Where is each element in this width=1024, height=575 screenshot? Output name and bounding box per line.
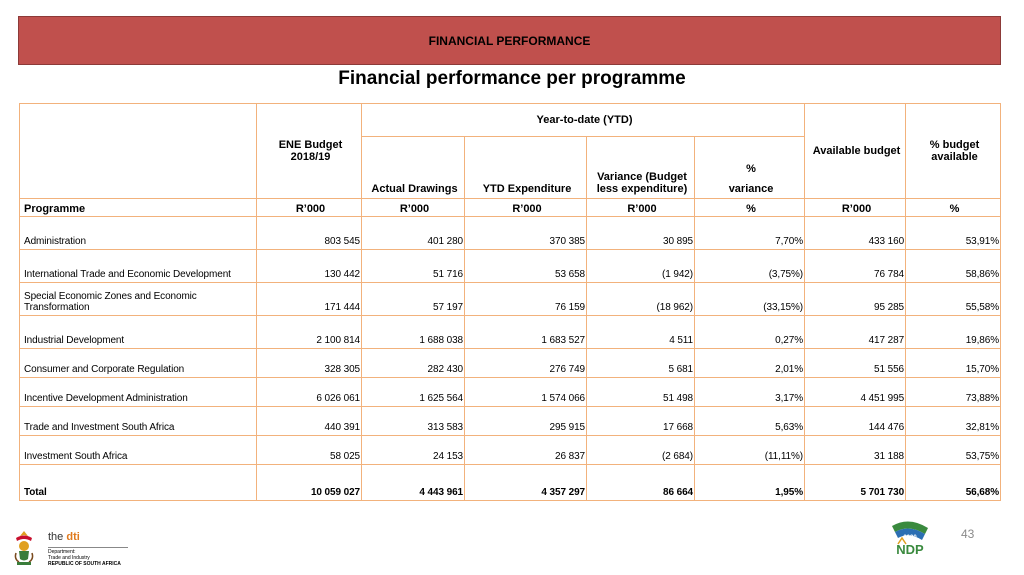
value-cell: 2 100 814: [257, 316, 362, 349]
value-cell: 3,17%: [695, 378, 805, 407]
table-row: [20, 349, 1001, 378]
table-row: [20, 436, 1001, 465]
value-cell: 401 280: [362, 217, 465, 250]
col-pct-variance: [695, 137, 805, 199]
svg-text:NDP: NDP: [896, 542, 924, 557]
value-cell: 4 511: [587, 316, 695, 349]
section-banner: [18, 16, 1001, 65]
col-actual-drawings: Actual Drawings: [362, 137, 465, 199]
unit-cell: R’000: [362, 199, 465, 217]
table-row: [20, 283, 1001, 316]
col-programme: Programme: [20, 199, 257, 217]
value-cell: 282 430: [362, 349, 465, 378]
value-cell: 57 197: [362, 283, 465, 316]
col-ytd-expenditure: YTD Expenditure: [465, 137, 587, 199]
value-cell: 86 664: [587, 465, 695, 501]
svg-text:2030: 2030: [903, 535, 917, 541]
dti-logo: [8, 527, 128, 571]
value-cell: 24 153: [362, 436, 465, 465]
banner-title: FINANCIAL PERFORMANCE: [428, 33, 591, 48]
programme-cell: International Trade and Economic Development: [20, 250, 257, 283]
value-cell: 53 658: [465, 250, 587, 283]
value-cell: 31 188: [805, 436, 906, 465]
value-cell: 73,88%: [906, 378, 1001, 407]
value-cell: (2 684): [587, 436, 695, 465]
value-cell: 6 026 061: [257, 378, 362, 407]
value-cell: (3,75%): [695, 250, 805, 283]
page-number: 43: [961, 527, 975, 541]
value-cell: 15,70%: [906, 349, 1001, 378]
total-row: [20, 465, 1001, 501]
dti-department-text: Department: Trade and Industry REPUBLIC OF SOUTH AFRICA: [48, 549, 121, 567]
coat-of-arms-icon: [11, 529, 37, 567]
pct-variance-symbol: %: [746, 163, 756, 175]
value-cell: 5 681: [587, 349, 695, 378]
value-cell: 51 498: [587, 378, 695, 407]
value-cell: 276 749: [465, 349, 587, 378]
value-cell: 1 688 038: [362, 316, 465, 349]
table-body: [20, 217, 1001, 501]
value-cell: (18 962): [587, 283, 695, 316]
value-cell: 0,27%: [695, 316, 805, 349]
value-cell: 10 059 027: [257, 465, 362, 501]
table-row: [20, 378, 1001, 407]
programme-cell: Consumer and Corporate Regulation: [20, 349, 257, 378]
value-cell: 4 451 995: [805, 378, 906, 407]
unit-cell: R’000: [805, 199, 906, 217]
value-cell: 4 357 297: [465, 465, 587, 501]
value-cell: 19,86%: [906, 316, 1001, 349]
logo-divider: [48, 547, 128, 548]
value-cell: 76 159: [465, 283, 587, 316]
table-row: [20, 316, 1001, 349]
programme-cell: Industrial Development: [20, 316, 257, 349]
pct-variance-word: variance: [728, 183, 774, 195]
unit-cell: R’000: [465, 199, 587, 217]
value-cell: (1 942): [587, 250, 695, 283]
value-cell: 144 476: [805, 407, 906, 436]
value-cell: 55,58%: [906, 283, 1001, 316]
value-cell: 76 784: [805, 250, 906, 283]
value-cell: 1 574 066: [465, 378, 587, 407]
programme-cell: Administration: [20, 217, 257, 250]
value-cell: 1 625 564: [362, 378, 465, 407]
value-cell: 56,68%: [906, 465, 1001, 501]
value-cell: 370 385: [465, 217, 587, 250]
ndp-2030-logo: [889, 518, 931, 558]
programme-cell: Special Economic Zones and Economic Transformation: [20, 283, 257, 316]
programme-cell: Total: [20, 465, 257, 501]
value-cell: 2,01%: [695, 349, 805, 378]
dti-wordmark: the dti: [48, 531, 80, 543]
value-cell: 17 668: [587, 407, 695, 436]
value-cell: 5,63%: [695, 407, 805, 436]
page-title: Financial performance per programme: [338, 68, 686, 89]
value-cell: 4 443 961: [362, 465, 465, 501]
value-cell: (11,11%): [695, 436, 805, 465]
value-cell: 51 556: [805, 349, 906, 378]
value-cell: 328 305: [257, 349, 362, 378]
unit-cell: R’000: [587, 199, 695, 217]
financial-performance-table: [19, 103, 1001, 501]
value-cell: 440 391: [257, 407, 362, 436]
value-cell: 58 025: [257, 436, 362, 465]
value-cell: 58,86%: [906, 250, 1001, 283]
table-row: [20, 250, 1001, 283]
value-cell: 130 442: [257, 250, 362, 283]
value-cell: 313 583: [362, 407, 465, 436]
unit-cell: %: [695, 199, 805, 217]
col-ene-budget: ENE Budget 2018/19: [257, 104, 362, 199]
value-cell: 95 285: [805, 283, 906, 316]
unit-cell: R’000: [257, 199, 362, 217]
unit-cell: %: [906, 199, 1001, 217]
value-cell: 1 683 527: [465, 316, 587, 349]
programme-cell: Investment South Africa: [20, 436, 257, 465]
value-cell: 7,70%: [695, 217, 805, 250]
value-cell: 53,75%: [906, 436, 1001, 465]
value-cell: 295 915: [465, 407, 587, 436]
value-cell: 171 444: [257, 283, 362, 316]
col-available-budget: Available budget: [805, 104, 906, 199]
value-cell: 1,95%: [695, 465, 805, 501]
value-cell: 51 716: [362, 250, 465, 283]
programme-header-blank: [20, 104, 257, 199]
value-cell: 433 160: [805, 217, 906, 250]
value-cell: 30 895: [587, 217, 695, 250]
table-row: [20, 217, 1001, 250]
value-cell: 417 287: [805, 316, 906, 349]
value-cell: 53,91%: [906, 217, 1001, 250]
value-cell: 5 701 730: [805, 465, 906, 501]
value-cell: 32,81%: [906, 407, 1001, 436]
programme-cell: Trade and Investment South Africa: [20, 407, 257, 436]
value-cell: 26 837: [465, 436, 587, 465]
col-pct-budget-available: % budget available: [906, 104, 1001, 199]
value-cell: 803 545: [257, 217, 362, 250]
table-row: [20, 407, 1001, 436]
programme-cell: Incentive Development Administration: [20, 378, 257, 407]
col-variance: Variance (Budget less expenditure): [587, 137, 695, 199]
ytd-group-header: Year-to-date (YTD): [362, 104, 805, 137]
value-cell: (33,15%): [695, 283, 805, 316]
